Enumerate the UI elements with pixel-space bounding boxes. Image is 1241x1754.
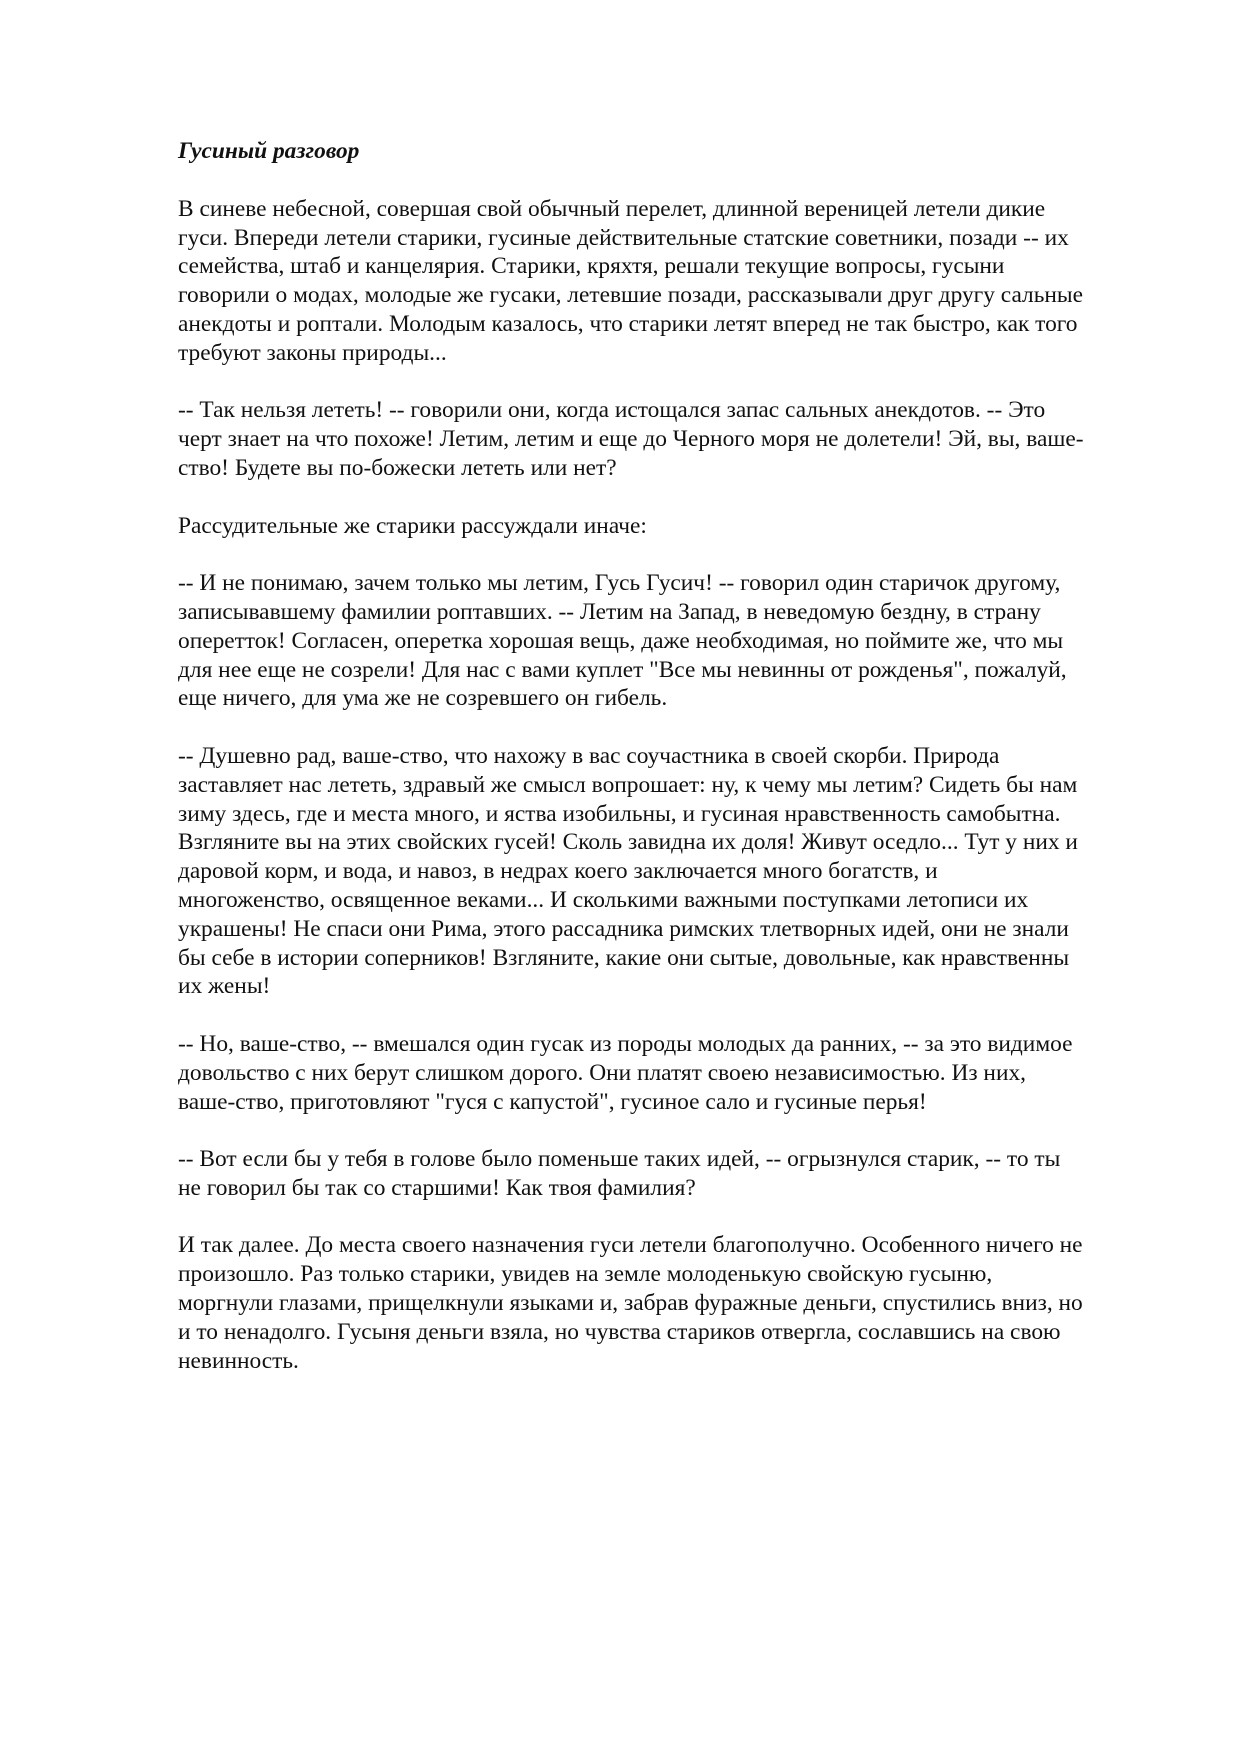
text-line: Взгляните вы на этих свойских гусей! Сколь завидна их доля! Живут оседло... Тут у них и bbox=[178, 829, 1078, 856]
text-line: записывавшему фамилии роптавших. -- Летим на Запад, в неведомую бездну, в страну bbox=[178, 598, 1041, 625]
text-line: -- Вот если бы у тебя в голове было поменьше таких идей, -- огрызнулся старик, -- то ты bbox=[178, 1146, 1061, 1173]
paragraph bbox=[178, 1231, 1158, 1375]
text-line: гуси. Впереди летели старики, гусиные действительные статские советники, позади -- их bbox=[178, 224, 1069, 251]
text-line: -- Так нельзя лететь! -- говорили они, когда истощался запас сальных анекдотов. -- Это bbox=[178, 397, 1046, 424]
paragraph-list bbox=[178, 195, 1158, 1376]
text-line: Рассудительные же старики рассуждали иначе: bbox=[178, 512, 647, 539]
text-line: В синеве небесной, совершая свой обычный перелет, длинной вереницей летели дикие bbox=[178, 195, 1046, 222]
text-line: заставляет нас лететь, здравый же смысл вопрошает: ну, к чему мы летим? Сидеть бы нам bbox=[178, 771, 1078, 798]
text-line: произошло. Раз только старики, увидев на земле молоденькую свойскую гусыню, bbox=[178, 1261, 993, 1288]
text-line: требуют законы природы... bbox=[178, 339, 447, 366]
text-line: семейства, штаб и канцелярия. Старики, кряхтя, решали текущие вопросы, гусыни bbox=[178, 253, 1005, 280]
text-line: ство! Будете вы по-божески лететь или нет? bbox=[178, 454, 617, 481]
text-line: оперетток! Согласен, оперетка хорошая вещь, даже необходимая, но поймите же, что мы bbox=[178, 627, 1064, 654]
text-line: невинность. bbox=[178, 1347, 299, 1374]
text-line: довольство с них берут слишком дорого. Они платят своею независимостью. Из них, bbox=[178, 1059, 1027, 1086]
text-line: и то ненадолго. Гусыня деньги взяла, но чувства стариков отвергла, сославшись на свою bbox=[178, 1318, 1061, 1345]
text-line: даровой корм, и вода, и навоз, в недрах коего заключается много богатств, и bbox=[178, 858, 938, 885]
document-body bbox=[178, 137, 1158, 1404]
text-line: не говорил бы так со старшими! Как твоя фамилия? bbox=[178, 1174, 696, 1201]
text-line: бы себе в истории соперников! Взгляните, какие они сытые, довольные, как нравственны bbox=[178, 944, 1070, 971]
paragraph bbox=[178, 512, 1158, 541]
text-line: -- И не понимаю, зачем только мы летим, Гусь Гусич! -- говорил один старичок другому, bbox=[178, 570, 1061, 597]
paragraph bbox=[178, 569, 1158, 713]
text-line: ваше-ство, приготовляют "гуся с капустой", гусиное сало и гусиные перья! bbox=[178, 1088, 927, 1115]
text-line: И так далее. До места своего назначения гуси летели благополучно. Особенного ничего не bbox=[178, 1232, 1083, 1259]
text-line: -- Душевно рад, ваше-ство, что нахожу в вас соучастника в своей скорби. Природа bbox=[178, 742, 1000, 769]
text-line: зиму здесь, где и места много, и яства изобильны, и гусиная нравственность самобытна. bbox=[178, 800, 1061, 827]
text-line: для нее еще не созрели! Для нас с вами куплет "Все мы невинны от рожденья", пожалуй, bbox=[178, 656, 1067, 683]
text-line: говорили о модах, молодые же гусаки, летевшие позади, рассказывали друг другу сальные bbox=[178, 282, 1084, 309]
text-line: моргнули глазами, прищелкнули языками и, забрав фуражные деньги, спустились вниз, но bbox=[178, 1290, 1083, 1317]
text-line: -- Но, ваше-ство, -- вмешался один гусак из породы молодых да ранних, -- за это видимое bbox=[178, 1030, 1073, 1057]
text-line: украшены! Не спаси они Рима, этого рассадника римских тлетворных идей, они не знали bbox=[178, 915, 1069, 942]
text-line: многоженство, освященное веками... И сколькими важными поступками летописи их bbox=[178, 886, 1029, 913]
paragraph bbox=[178, 1145, 1158, 1203]
text-line: анекдоты и роптали. Молодым казалось, что старики летят вперед не так быстро, как того bbox=[178, 310, 1078, 337]
paragraph bbox=[178, 396, 1158, 482]
text-line: еще ничего, для ума же не созревшего он гибель. bbox=[178, 685, 668, 712]
paragraph bbox=[178, 195, 1158, 368]
text-line: черт знает на что похоже! Летим, летим и еще до Черного моря не долетели! Эй, вы, ваше- bbox=[178, 426, 1084, 453]
document-title: Гусиный разговор bbox=[178, 138, 360, 164]
text-line: их жены! bbox=[178, 973, 271, 1000]
paragraph bbox=[178, 1030, 1158, 1116]
paragraph bbox=[178, 742, 1158, 1001]
